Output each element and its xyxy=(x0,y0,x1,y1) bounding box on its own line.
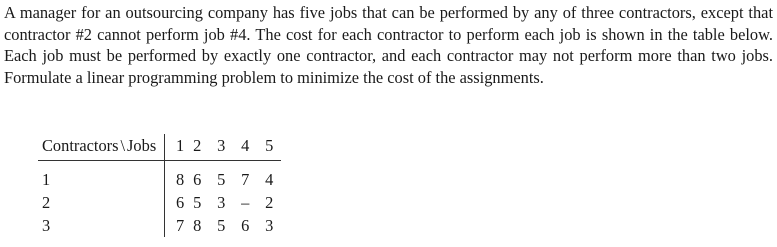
contractor-label: 1 xyxy=(42,169,51,189)
table-corner-header xyxy=(38,134,165,161)
table-header-row xyxy=(38,134,281,161)
cost-table xyxy=(38,134,281,237)
cost-cell: 7 xyxy=(165,214,186,237)
cost-cell: 4 xyxy=(265,169,274,189)
cost-cell: 5 xyxy=(217,215,226,235)
cost-cell: 6 xyxy=(241,215,250,235)
table-row xyxy=(38,191,281,214)
cost-cell: 3 xyxy=(265,215,274,235)
cost-cell-unavailable: – xyxy=(241,192,250,212)
job-header: 5 xyxy=(265,135,274,155)
cost-cell: 5 xyxy=(193,192,202,212)
corner-contractors-label: Contractors xyxy=(42,135,119,155)
job-header: 4 xyxy=(241,135,250,155)
cost-cell: 7 xyxy=(241,169,250,189)
contractor-label: 2 xyxy=(42,192,51,212)
corner-separator: \ xyxy=(120,135,126,155)
cost-cell: 8 xyxy=(193,215,202,235)
contractor-label: 3 xyxy=(42,215,51,235)
cost-cell: 2 xyxy=(265,192,274,212)
job-header: 2 xyxy=(193,135,202,155)
cost-cell: 3 xyxy=(217,192,226,212)
job-header: 3 xyxy=(217,135,226,155)
cost-cell: 6 xyxy=(165,191,186,214)
cost-cell: 5 xyxy=(217,169,226,189)
corner-jobs-label: Jobs xyxy=(127,135,157,155)
table-row xyxy=(38,214,281,237)
cost-cell: 8 xyxy=(165,161,186,192)
job-header: 1 xyxy=(165,134,186,161)
table-row xyxy=(38,161,281,192)
cost-cell: 6 xyxy=(193,169,202,189)
problem-statement: A manager for an outsourcing company has five jobs that can be performed by any of three contractors, except that contractor #2 cannot perform job #4. The cost for each contractor to perform each job is shown in the table below. Each job must be performed by exactly one contractor, and each contractor may not perform more than two jobs. Formulate a linear programming problem to minimize the cost of the assignments. xyxy=(4,3,773,87)
